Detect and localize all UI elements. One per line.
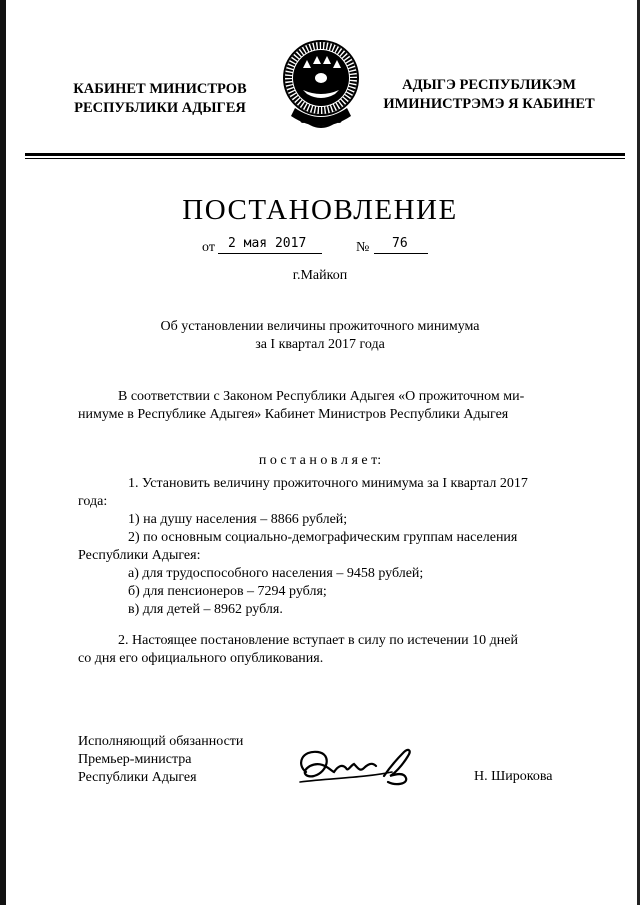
item1-2-line1: 2) по основным социально-демографическим группам населения: [128, 530, 518, 545]
item2-line2: со дня его официального опубликования.: [78, 651, 324, 666]
city: г.Майкоп: [292, 268, 348, 283]
item1-2c: в) для детей – 8962 рубля.: [128, 602, 283, 617]
item1-1: 1) на душу населения – 8866 рублей;: [128, 512, 348, 527]
item1-line2: года:: [78, 494, 108, 509]
item1-2b: б) для пенсионеров – 7294 рубля;: [128, 584, 327, 599]
date-number-line: [202, 236, 442, 258]
item1-2a: а) для трудоспособного населения – 9458 рублей;: [128, 566, 424, 581]
header-left-line1: КАБИНЕТ МИНИСТРОВ: [73, 81, 247, 97]
date-value: 2 мая 2017: [228, 236, 307, 251]
item1-2-line2: Республики Адыгея:: [78, 548, 201, 563]
signatory-position: [78, 733, 243, 787]
preamble-line1: В соответствии с Законом Республики Адыгея «О прожиточном ми-: [118, 389, 525, 404]
handwritten-signature: [292, 742, 417, 790]
header-right: [380, 76, 598, 114]
date-prefix: от: [202, 240, 215, 255]
document-title: ПОСТАНОВЛЕНИЕ: [182, 194, 458, 226]
preamble-line2: нимуме в Республике Адыгея» Кабинет Министров Республики Адыгея: [78, 407, 509, 422]
date-underline: [218, 253, 322, 254]
resolves-word: п о с т а н о в л я е т:: [258, 453, 382, 468]
item2-line1: 2. Настоящее постановление вступает в силу по истечении 10 дней: [118, 633, 518, 648]
position-line1: Исполняющий обязанности: [78, 734, 244, 749]
coat-of-arms-icon: [273, 38, 369, 138]
item1-line1: 1. Установить величину прожиточного минимума за I квартал 2017: [128, 476, 528, 491]
header-rule-thick: [25, 153, 625, 156]
subject-line1: Об установлении величины прожиточного минимума: [160, 319, 480, 334]
header-rule-thin: [25, 158, 625, 159]
position-line2: Премьер-министра: [78, 752, 192, 767]
header-right-line1: АДЫГЭ РЕСПУБЛИКЭМ: [402, 77, 576, 93]
header-left-line2: РЕСПУБЛИКИ АДЫГЕЯ: [74, 100, 246, 116]
number-underline: [374, 253, 428, 254]
header-right-line2: ИМИНИСТРЭМЭ Я КАБИНЕТ: [383, 96, 595, 112]
header-left: [60, 80, 260, 118]
number-value: 76: [392, 236, 408, 251]
position-line3: Республики Адыгея: [78, 770, 197, 785]
subject-line2: за I квартал 2017 года: [255, 337, 385, 352]
number-prefix: №: [356, 240, 370, 255]
signatory-name: Н. Широкова: [474, 769, 553, 784]
document-subject: [120, 318, 520, 354]
